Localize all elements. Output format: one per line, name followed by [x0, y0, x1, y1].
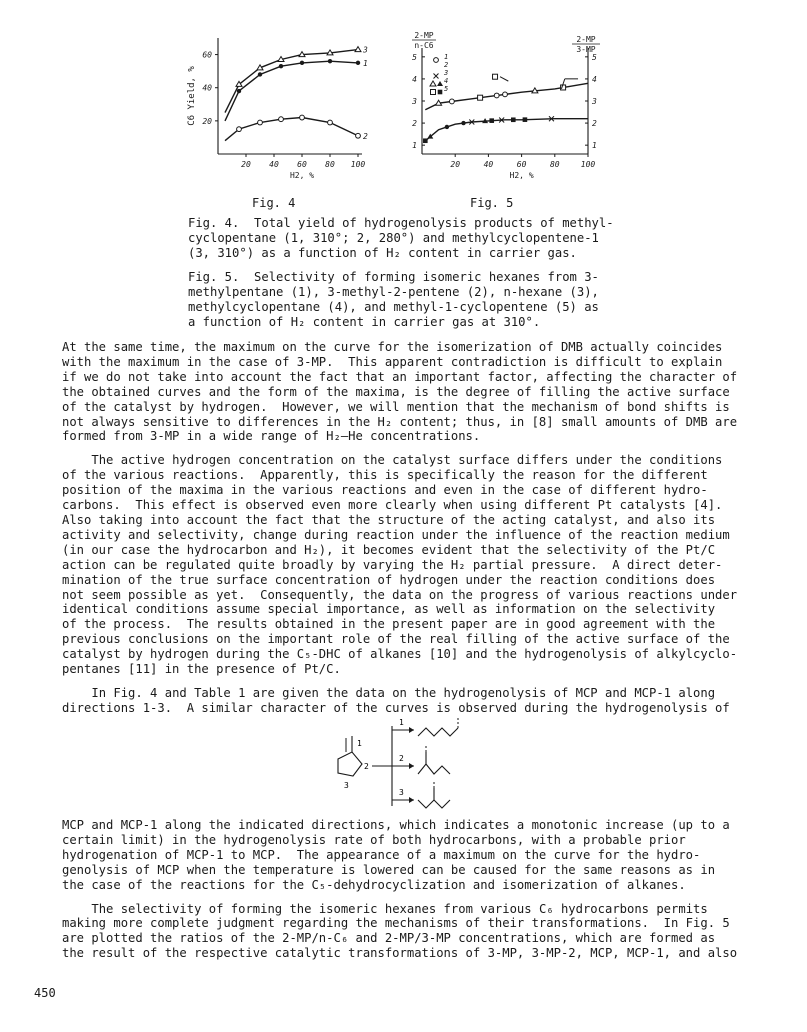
- data-point: [561, 85, 566, 90]
- product-3-methylpentane: [418, 800, 450, 808]
- x-tick-label: 100: [350, 160, 366, 169]
- series-2-line: [225, 118, 358, 141]
- x-axis-label: H2, %: [509, 171, 534, 180]
- right-y-tick-label: 4: [592, 74, 597, 84]
- arrowhead: [409, 727, 414, 733]
- data-point: [511, 117, 516, 122]
- y-tick-label: 40: [202, 83, 212, 93]
- legend-label: 2: [444, 61, 449, 69]
- legend-label: 1: [444, 53, 449, 61]
- data-point: [523, 117, 528, 122]
- paragraph: In Fig. 4 and Table 1 are given the data on the hydrogenolysis of MCP and MCP-1 along directions 1-3. A similar character of the curves is observed during the hydrogenolysis of: [62, 685, 730, 715]
- data-point: [434, 74, 439, 79]
- body-text-bottom: [62, 818, 752, 961]
- data-point: [258, 72, 262, 76]
- data-point: [356, 133, 361, 138]
- series-label: 2: [363, 131, 368, 141]
- series-label: 3: [363, 45, 368, 55]
- data-point: [493, 74, 498, 79]
- series-3-line: [225, 50, 358, 113]
- scheme-label: 2: [364, 762, 369, 771]
- left-axis-title-bottom: n-C6: [414, 41, 434, 50]
- fig4-chart: [180, 30, 380, 195]
- data-point: [445, 125, 449, 129]
- data-point: [449, 99, 454, 104]
- x-tick-label: 60: [516, 160, 527, 169]
- data-point: [503, 92, 508, 97]
- paragraph: The active hydrogen concentration on the catalyst surface differs under the conditions of the various reactions. Apparently, this is specifically the reason for the different position of the maxima in the various reactions and even in the case of different hydro- carbons. This effect is observed even more clearly when using different Pt catalysts [4]. Also taking into account the fact that the structure of the acting catalyst, and also its activity and selectivity, change during reaction under the influence of the reaction medium (in our case the hydrocarbon and H₂), it becomes evident that the selectivity of the Pt/C action can be regulated quite broadly by varying the H₂ partial pressure. A direct deter- mination of the true surface concentration of hydrogen under the reaction conditions does not seem possible as yet. Consequently, the data on the progress of various reactions under identical conditions assume special importance, as well as information on the selectivity of the process. The results obtained in the present paper are in good agreement with the previous conclusions on the important role of the real filling of the active surface of the catalyst by hydrogen during the C₅-DHC of alkanes [10] and the hydrogenolysis of alkylcyclo- pentanes [11] in the presence of Pt/C.: [62, 453, 738, 677]
- left-axis-title-top: 2-MP: [414, 31, 434, 40]
- left-y-tick-label: 4: [412, 74, 417, 84]
- paragraph: At the same time, the maximum on the curve for the isomerization of DMB actually coincides with the maximum in the case of 3-MP. This apparent contradiction is difficult to explain if we do not take into account the fact that an important factor, affecting the character of the obtained curves and the form of the maxima, is the degree of filling the active surface of the catalyst by hydrogen. However, we will mention that the mechanism of bond shifts is not always sensitive to differences in the H₂ content; thus, in [8] small amounts of DMB are formed from 3-MP in a wide range of H₂–He concentrations.: [62, 340, 738, 444]
- fig5-label: Fig. 5: [470, 196, 514, 210]
- right-y-tick-label: 3: [592, 97, 597, 106]
- figures-area: [180, 30, 620, 218]
- left-y-tick-label: 3: [412, 97, 417, 106]
- data-point: [328, 120, 333, 125]
- fig4-label: Fig. 4: [252, 196, 296, 210]
- data-point: [423, 138, 428, 143]
- reaction-scheme: [320, 716, 490, 812]
- x-tick-label: 20: [241, 160, 251, 169]
- data-point: [355, 47, 361, 52]
- fig5-caption: Fig. 5. Selectivity of forming isomeric hexanes from 3- methylpentane (1), 3-methyl-2-pentene (2), n-hexane (3), methylcyclopentane (4), and methyl-1-cyclopentene (5) as a function of H₂ content in carrier gas at 310°.: [188, 270, 599, 329]
- x-tick-label: 20: [450, 160, 461, 169]
- paragraph: MCP and MCP-1 along the indicated directions, which indicates a monotonic increase (up to a certain limit) in the hydrogenolysis rate of both hydrocarbons, with a probable prior hydrogenation of MCP-1 to MCP. The appearance of a maximum on the curve for the hydro- genolysis of MCP when the temperature is lowered can be caused for the same reasons as in the case of the reactions for the C₅-dehydrocyclization and isomerization of alkanes.: [62, 818, 730, 892]
- scheme-label: 1: [357, 739, 362, 748]
- scheme-arrow-label: 1: [399, 718, 404, 727]
- arrowhead: [409, 763, 414, 769]
- fig4-caption: Fig. 4. Total yield of hydrogenolysis products of methyl- cyclopentane (1, 310°; 2, 280°) and methylcyclopentene-1 (3, 310°) as a function of H₂ content in carrier gas.: [188, 216, 614, 260]
- page-number: 450: [34, 986, 56, 1000]
- annotation-arrow: [500, 77, 508, 81]
- y-axis-label: C6 Yield, %: [187, 66, 197, 126]
- left-y-tick-label: 5: [412, 52, 417, 62]
- data-point: [300, 115, 305, 120]
- data-point: [489, 118, 494, 123]
- scheme-arrow-label: 3: [399, 788, 404, 797]
- x-tick-label: 40: [269, 160, 279, 169]
- right-y-tick-label: 2: [592, 119, 597, 129]
- left-y-tick-label: 1: [412, 141, 417, 151]
- arrowhead: [409, 797, 414, 803]
- paragraph: The selectivity of forming the isomeric hexanes from various C₆ hydrocarbons permits making more complete judgment regarding the mechanisms of their transformations. In Fig. 5 are plotted the ratios of the 2-MP/n-C₆ and 2-MP/3-MP concentrations, which are formed as the result of the respective catalytic transformations of 3-MP, 3-MP-2, MCP, MCP-1, and also: [62, 901, 738, 961]
- data-point: [237, 127, 242, 132]
- fig5-chart: [400, 30, 640, 195]
- data-point: [258, 120, 263, 125]
- x-tick-label: 60: [297, 160, 307, 169]
- data-point: [431, 90, 436, 95]
- x-axis-label: H2, %: [289, 171, 315, 180]
- right-axis-title-bottom: 3-MP: [576, 45, 596, 54]
- data-point: [300, 61, 304, 65]
- data-point: [461, 121, 465, 125]
- data-point: [279, 64, 283, 68]
- data-point: [430, 81, 436, 86]
- data-point: [328, 59, 332, 63]
- data-point: [478, 95, 483, 100]
- scheme-label: 3: [344, 781, 349, 790]
- lower-curve: [425, 119, 588, 141]
- product-n-hexane: [418, 728, 458, 736]
- y-tick-label: 20: [202, 116, 212, 126]
- x-tick-label: 80: [325, 160, 335, 169]
- data-point: [356, 61, 360, 65]
- data-point: [494, 93, 499, 98]
- legend-label: 3: [444, 69, 449, 77]
- right-axis-title-top: 2-MP: [576, 35, 596, 44]
- scheme-arrow-label: 2: [399, 754, 404, 763]
- product-2-methylpentane: [418, 764, 450, 774]
- data-point: [434, 58, 439, 63]
- data-point: [438, 90, 443, 95]
- right-y-tick-label: 5: [592, 52, 597, 62]
- y-tick-label: 60: [202, 50, 212, 60]
- series-1-line: [225, 61, 358, 121]
- left-y-tick-label: 2: [412, 119, 417, 129]
- data-point: [437, 81, 443, 86]
- series-label: 1: [363, 58, 368, 68]
- legend-label: 4: [444, 77, 449, 85]
- data-point: [237, 89, 241, 93]
- x-tick-label: 40: [483, 160, 494, 169]
- data-point: [279, 117, 284, 122]
- body-text-top: [62, 340, 752, 716]
- x-tick-label: 80: [549, 160, 560, 169]
- x-tick-label: 100: [580, 160, 596, 169]
- legend-label: 5: [444, 85, 449, 93]
- right-y-tick-label: 1: [592, 141, 597, 151]
